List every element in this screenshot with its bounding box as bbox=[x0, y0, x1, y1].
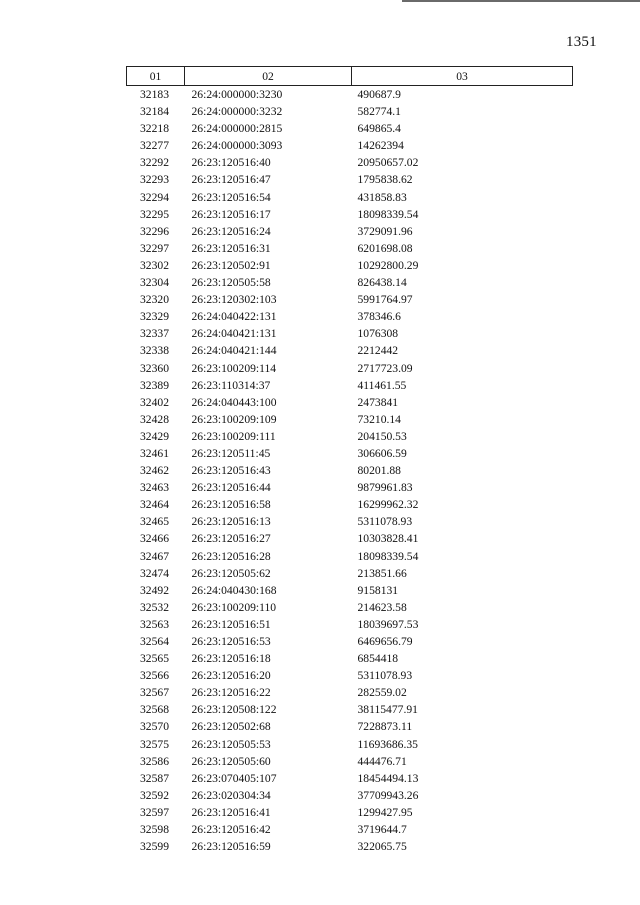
cell-id: 32566 bbox=[140, 669, 169, 683]
table-row bbox=[127, 120, 573, 137]
cell-cadastral-number: 26:23:120516:59 bbox=[191, 840, 271, 854]
table-row bbox=[127, 513, 573, 530]
cell-cadastral-number: 26:24:000000:3232 bbox=[191, 105, 283, 119]
cell-value: 444476.71 bbox=[357, 754, 407, 768]
cell-cadastral-number: 26:24:040421:131 bbox=[191, 327, 277, 341]
cell-cadastral-number: 26:23:120511:45 bbox=[191, 446, 271, 460]
cell-id: 32184 bbox=[140, 105, 169, 119]
cell-id: 32294 bbox=[140, 190, 169, 204]
table-row bbox=[127, 650, 573, 667]
cell-cadastral-number: 26:23:120516:17 bbox=[191, 207, 271, 221]
table-row bbox=[127, 206, 573, 223]
cell-id: 32295 bbox=[140, 207, 169, 221]
cell-id: 32568 bbox=[140, 703, 169, 717]
cell-cadastral-number: 26:23:070405:107 bbox=[191, 771, 277, 785]
table-row bbox=[127, 616, 573, 633]
cell-id: 32599 bbox=[140, 840, 169, 854]
cell-value: 16299962.32 bbox=[357, 498, 419, 512]
table-row bbox=[127, 428, 573, 445]
cell-cadastral-number: 26:23:120516:20 bbox=[191, 669, 271, 683]
cell-id: 32575 bbox=[140, 737, 169, 751]
cell-value: 6854418 bbox=[357, 652, 399, 666]
cell-id: 32592 bbox=[140, 788, 169, 802]
cell-value: 80201.88 bbox=[357, 464, 401, 478]
table-row bbox=[127, 445, 573, 462]
cell-id: 32277 bbox=[140, 139, 169, 153]
cell-value: 5991764.97 bbox=[357, 293, 413, 307]
cell-value: 411461.55 bbox=[357, 378, 407, 392]
cell-id: 32461 bbox=[140, 446, 169, 460]
table-row bbox=[127, 394, 573, 411]
table-row bbox=[127, 548, 573, 565]
cell-cadastral-number: 26:24:000000:2815 bbox=[191, 122, 283, 136]
cell-value: 1299427.95 bbox=[357, 805, 413, 819]
cell-value: 306606.59 bbox=[357, 446, 407, 460]
cell-value: 37709943.26 bbox=[357, 788, 419, 802]
table-row bbox=[127, 171, 573, 188]
column-header-03: 03 bbox=[352, 67, 573, 86]
table-row bbox=[127, 308, 573, 325]
cell-value: 826438.14 bbox=[357, 276, 407, 290]
cell-value: 5311078.93 bbox=[357, 515, 413, 529]
cell-id: 32462 bbox=[140, 464, 169, 478]
cell-cadastral-number: 26:23:100209:111 bbox=[191, 429, 276, 443]
cell-value: 9879961.83 bbox=[357, 481, 413, 495]
table-row bbox=[127, 257, 573, 274]
table-row bbox=[127, 86, 573, 104]
cell-value: 18098339.54 bbox=[357, 207, 419, 221]
cell-cadastral-number: 26:23:120516:40 bbox=[191, 156, 271, 170]
table-row bbox=[127, 530, 573, 547]
table-row bbox=[127, 360, 573, 377]
cell-id: 32320 bbox=[140, 293, 169, 307]
cell-id: 32567 bbox=[140, 686, 169, 700]
cell-id: 32466 bbox=[140, 532, 169, 546]
cell-cadastral-number: 26:23:120516:53 bbox=[191, 635, 271, 648]
table-row bbox=[127, 667, 573, 684]
table-row bbox=[127, 291, 573, 308]
table-row bbox=[127, 154, 573, 171]
cell-cadastral-number: 26:23:120516:31 bbox=[191, 241, 271, 255]
cell-cadastral-number: 26:23:120505:60 bbox=[191, 754, 271, 768]
table-row bbox=[127, 189, 573, 206]
table-row bbox=[127, 633, 573, 650]
cell-cadastral-number: 26:23:120516:42 bbox=[191, 823, 271, 837]
cell-cadastral-number: 26:24:000000:3093 bbox=[191, 139, 283, 153]
cell-id: 32467 bbox=[140, 549, 169, 563]
cell-id: 32586 bbox=[140, 754, 169, 768]
cell-cadastral-number: 26:23:120516:44 bbox=[191, 481, 271, 495]
table-row bbox=[127, 325, 573, 342]
cell-id: 32360 bbox=[140, 361, 169, 375]
cell-id: 32564 bbox=[140, 635, 169, 648]
cell-value: 204150.53 bbox=[357, 429, 407, 443]
cell-id: 32329 bbox=[140, 310, 169, 324]
cell-value: 649865.4 bbox=[357, 122, 401, 136]
cell-id: 32293 bbox=[140, 173, 169, 187]
cell-value: 18098339.54 bbox=[357, 549, 419, 563]
column-header-02: 02 bbox=[185, 67, 352, 86]
cell-cadastral-number: 26:23:120505:53 bbox=[191, 737, 271, 751]
table-row bbox=[127, 411, 573, 428]
cell-id: 32338 bbox=[140, 344, 169, 358]
cell-cadastral-number: 26:23:120516:18 bbox=[191, 652, 271, 666]
data-table bbox=[126, 66, 573, 855]
cell-cadastral-number: 26:23:120508:122 bbox=[191, 703, 277, 717]
table-row bbox=[127, 479, 573, 496]
cell-value: 214623.58 bbox=[357, 600, 407, 614]
cell-value: 38115477.91 bbox=[357, 703, 418, 717]
cell-value: 18454494.13 bbox=[357, 771, 419, 785]
table-row bbox=[127, 137, 573, 154]
cell-cadastral-number: 26:23:120516:27 bbox=[191, 532, 271, 546]
cell-value: 213851.66 bbox=[357, 566, 407, 580]
cell-id: 32429 bbox=[140, 429, 169, 443]
cell-value: 2473841 bbox=[357, 395, 399, 409]
cell-id: 32587 bbox=[140, 771, 169, 785]
cell-cadastral-number: 26:23:120516:41 bbox=[191, 805, 271, 819]
cell-value: 2717723.09 bbox=[357, 361, 413, 375]
cell-cadastral-number: 26:24:040421:144 bbox=[191, 344, 277, 358]
cell-cadastral-number: 26:23:120516:54 bbox=[191, 190, 271, 204]
cell-value: 20950657.02 bbox=[357, 156, 419, 170]
cell-cadastral-number: 26:23:120516:13 bbox=[191, 515, 271, 529]
cell-cadastral-number: 26:23:120516:28 bbox=[191, 549, 271, 563]
cell-id: 32492 bbox=[140, 583, 169, 597]
cell-id: 32464 bbox=[140, 498, 169, 512]
cell-value: 18039697.53 bbox=[357, 617, 419, 631]
cell-id: 32302 bbox=[140, 258, 169, 272]
cell-id: 32563 bbox=[140, 617, 169, 631]
cell-id: 32183 bbox=[140, 88, 169, 101]
cell-id: 32296 bbox=[140, 224, 169, 238]
cell-cadastral-number: 26:23:120502:91 bbox=[191, 258, 271, 272]
cell-value: 431858.83 bbox=[357, 190, 407, 204]
cell-id: 32463 bbox=[140, 481, 169, 495]
cell-value: 1076308 bbox=[357, 327, 399, 341]
cell-cadastral-number: 26:23:120302:103 bbox=[191, 293, 277, 307]
table-header bbox=[127, 67, 573, 86]
cell-cadastral-number: 26:23:120505:58 bbox=[191, 276, 271, 290]
cell-cadastral-number: 26:23:120516:51 bbox=[191, 617, 271, 631]
cell-cadastral-number: 26:23:120516:24 bbox=[191, 224, 271, 238]
cell-value: 14262394 bbox=[357, 139, 404, 153]
table-row bbox=[127, 804, 573, 821]
cell-cadastral-number: 26:24:040443:100 bbox=[191, 395, 277, 409]
cell-id: 32402 bbox=[140, 395, 169, 409]
table-row bbox=[127, 770, 573, 787]
cell-cadastral-number: 26:23:120516:22 bbox=[191, 686, 271, 700]
cell-cadastral-number: 26:24:040430:168 bbox=[191, 583, 277, 597]
cell-value: 282559.02 bbox=[357, 686, 407, 700]
cell-cadastral-number: 26:23:120516:47 bbox=[191, 173, 271, 187]
cell-value: 3719644.7 bbox=[357, 823, 407, 837]
cell-value: 73210.14 bbox=[357, 412, 401, 426]
table-row bbox=[127, 718, 573, 735]
cell-cadastral-number: 26:23:100209:114 bbox=[191, 361, 277, 375]
table-row bbox=[127, 223, 573, 240]
cell-id: 32297 bbox=[140, 241, 169, 255]
cell-cadastral-number: 26:24:040422:131 bbox=[191, 310, 277, 324]
cell-value: 2212442 bbox=[357, 344, 399, 358]
table-row bbox=[127, 240, 573, 257]
cell-cadastral-number: 26:23:020304:34 bbox=[191, 788, 271, 802]
cell-value: 3729091.96 bbox=[357, 224, 413, 238]
cell-value: 322065.75 bbox=[357, 840, 407, 854]
table-row bbox=[127, 462, 573, 479]
cell-id: 32218 bbox=[140, 122, 169, 136]
cell-id: 32389 bbox=[140, 378, 169, 392]
cell-value: 7228873.11 bbox=[357, 720, 413, 734]
cell-id: 32304 bbox=[140, 276, 169, 290]
page-number: 1351 bbox=[566, 34, 597, 50]
cell-id: 32597 bbox=[140, 805, 169, 819]
cell-value: 9158131 bbox=[357, 583, 399, 597]
table-row bbox=[127, 274, 573, 291]
cell-cadastral-number: 26:23:120502:68 bbox=[191, 720, 271, 734]
table-body bbox=[127, 86, 573, 856]
cell-value: 6469656.79 bbox=[357, 635, 413, 648]
cell-id: 32565 bbox=[140, 652, 169, 666]
cell-id: 32532 bbox=[140, 600, 169, 614]
table-row bbox=[127, 821, 573, 838]
table-row bbox=[127, 684, 573, 701]
cell-cadastral-number: 26:23:100209:110 bbox=[191, 600, 277, 614]
cell-cadastral-number: 26:23:100209:109 bbox=[191, 412, 277, 426]
table-row bbox=[127, 582, 573, 599]
table-row bbox=[127, 565, 573, 582]
cell-id: 32465 bbox=[140, 515, 169, 529]
cell-value: 11693686.35 bbox=[357, 737, 418, 751]
column-header-01: 01 bbox=[127, 67, 185, 86]
cell-value: 5311078.93 bbox=[357, 669, 413, 683]
cell-id: 32292 bbox=[140, 156, 169, 170]
cell-cadastral-number: 26:23:120505:62 bbox=[191, 566, 271, 580]
table-row bbox=[127, 377, 573, 394]
table-row bbox=[127, 787, 573, 804]
table-row bbox=[127, 753, 573, 770]
cell-value: 582774.1 bbox=[357, 105, 401, 119]
table-row bbox=[127, 838, 573, 855]
cell-id: 32337 bbox=[140, 327, 169, 341]
header-row bbox=[127, 67, 573, 86]
table-row bbox=[127, 736, 573, 753]
cell-id: 32598 bbox=[140, 823, 169, 837]
cell-cadastral-number: 26:23:110314:37 bbox=[191, 378, 271, 392]
cell-cadastral-number: 26:23:120516:58 bbox=[191, 498, 271, 512]
table-row bbox=[127, 342, 573, 359]
top-rule bbox=[402, 0, 640, 2]
cell-id: 32474 bbox=[140, 566, 169, 580]
cell-value: 10292800.29 bbox=[357, 258, 419, 272]
cell-id: 32428 bbox=[140, 412, 169, 426]
cell-id: 32570 bbox=[140, 720, 169, 734]
cell-cadastral-number: 26:23:120516:43 bbox=[191, 464, 271, 478]
cell-value: 6201698.08 bbox=[357, 241, 413, 255]
table-row bbox=[127, 599, 573, 616]
cell-value: 490687.9 bbox=[357, 88, 401, 101]
table-row bbox=[127, 103, 573, 120]
table-row bbox=[127, 496, 573, 513]
cell-cadastral-number: 26:24:000000:3230 bbox=[191, 88, 283, 101]
cell-value: 10303828.41 bbox=[357, 532, 419, 546]
cell-value: 1795838.62 bbox=[357, 173, 413, 187]
cell-value: 378346.6 bbox=[357, 310, 401, 324]
table-row bbox=[127, 701, 573, 718]
